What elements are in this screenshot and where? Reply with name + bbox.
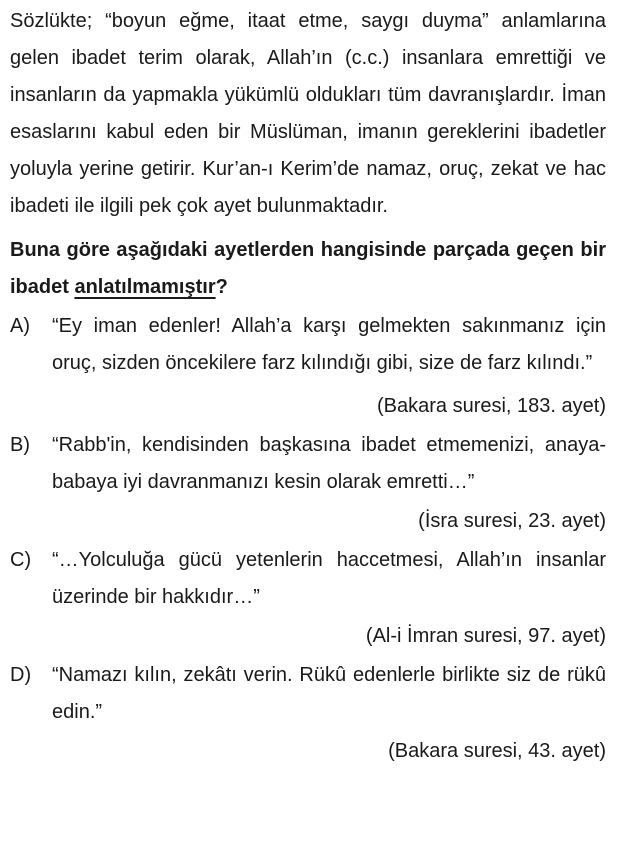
negative-emphasis: anlatılmamıştır [74,276,216,298]
option-d-reference: (Bakara suresi, 43. ayet) [388,740,606,762]
question-page [10,0,606,770]
option-c[interactable] [10,542,606,655]
option-b[interactable] [10,427,606,540]
question-text: Buna göre aşağıdaki ayetlerden hangisinde parçada geçen bir ibadet [10,239,606,298]
option-a-letter: A) [10,315,30,337]
option-b-letter: B) [10,434,30,456]
option-b-reference: (İsra suresi, 23. ayet) [418,510,606,532]
option-c-letter: C) [10,549,32,571]
option-b-quote: “Rabb'in, kendisinden başkasına ibadet etmemenizi, anaya-babaya iyi davranmanızı kesin olarak emretti…” [52,434,606,493]
option-a-reference: (Bakara suresi, 183. ayet) [377,395,606,417]
option-d-letter: D) [10,664,32,686]
question-stem [10,232,606,306]
option-a-quote: “Ey iman edenler! Allah’a karşı gelmekten sakınmanız için oruç, sizden öncekilere farz kılındığı gibi, size de farz kılındı.” [52,315,606,374]
option-a[interactable] [10,308,606,425]
option-d[interactable] [10,657,606,770]
passage-text: Sözlükte; “boyun eğme, itaat etme, saygı duyma” anlamlarına gelen ibadet terim olarak, Allah’ın (c.c.) insanlara emrettiği ve insanların da yapmakla yükümlü oldukları tüm davranışlardır. İman esaslarını kabul eden bir Müslüman, imanın gereklerini ibadetler yoluyla yerine getirir. Kur’an-ı Kerim’de namaz, oruç, zekat ve hac ibadeti ile ilgili pek çok ayet bulunmaktadır. [10,10,606,217]
option-c-quote: “…Yolculuğa gücü yetenlerin haccetmesi, Allah’ın insanlar üzerinde bir hakkıdır…” [52,549,606,608]
option-c-reference: (Al-i İmran suresi, 97. ayet) [365,625,606,647]
question-mark: ? [215,276,228,298]
option-d-quote: “Namazı kılın, zekâtı verin. Rükû edenlerle birlikte siz de rükû edin.” [52,664,606,723]
